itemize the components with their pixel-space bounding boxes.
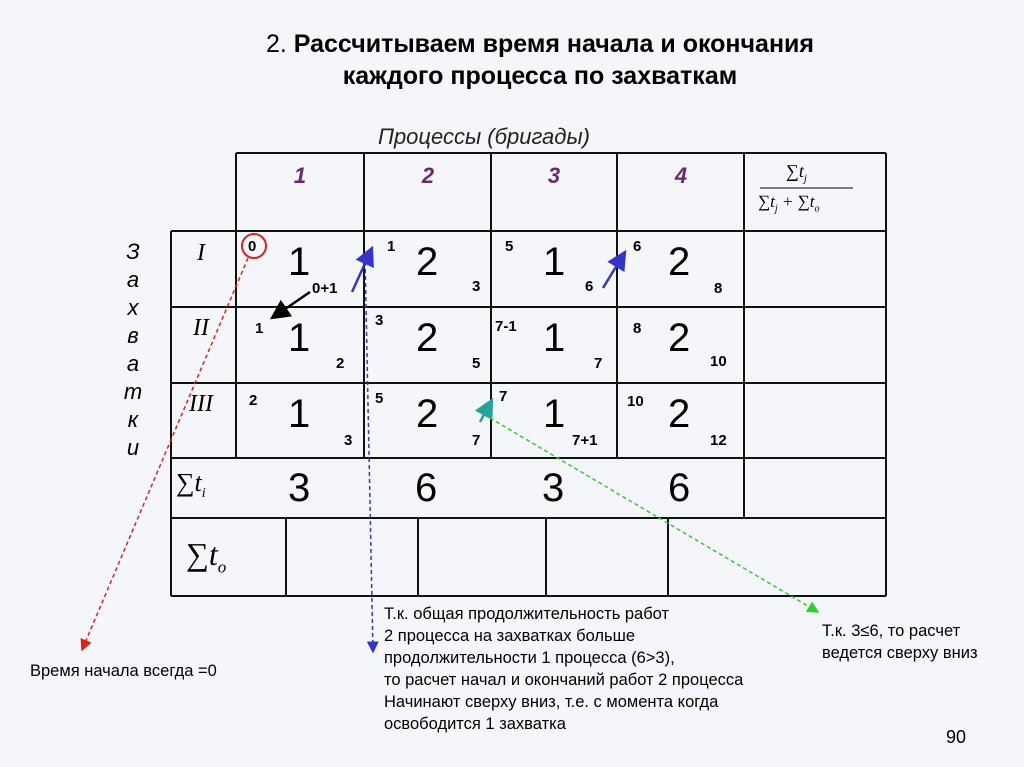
formula-sum-tj: ∑t	[786, 161, 804, 181]
table-caption: Процессы (бригады)	[378, 124, 590, 149]
cell-duration: 2	[668, 392, 691, 436]
cell-start: 7-1	[495, 318, 517, 335]
title-line2: каждого процесса по захваткам	[342, 62, 738, 90]
cell-duration: 2	[668, 240, 691, 284]
cell-duration: 2	[416, 316, 439, 360]
sum-to-symbol: ∑t	[186, 536, 218, 572]
column-header-1: 1	[293, 163, 307, 188]
cell-start: 2	[249, 392, 258, 409]
cell-duration: 1	[288, 392, 311, 436]
cell-duration: 1	[543, 316, 566, 360]
row-caption-letter: т	[123, 379, 143, 404]
sum-ti-value: 6	[668, 466, 691, 510]
row-caption-letter: а	[126, 267, 140, 292]
note-middle-line: Т.к. общая продолжительность работ	[384, 605, 670, 623]
cell-duration: 1	[288, 240, 311, 284]
note-middle-line: 2 процесса на захватках больше	[384, 627, 636, 645]
sum-ti-symbol: ∑t	[176, 468, 202, 497]
row-caption-letter: а	[126, 351, 140, 376]
cell-duration: 1	[543, 392, 566, 436]
cell-duration: 1	[543, 240, 566, 284]
cell-end: 3	[344, 432, 353, 449]
title-number: 2.	[265, 30, 294, 58]
row-caption-letter: в	[127, 323, 139, 348]
formula-numerator	[786, 161, 807, 185]
note-middle-line: освободится 1 захватка	[384, 715, 566, 733]
note-right	[822, 620, 978, 664]
cell-end: 7	[594, 355, 603, 372]
cell-end: 8	[714, 280, 723, 297]
sum-ti-value: 3	[288, 466, 311, 510]
column-header-3: 3	[547, 163, 561, 188]
cell-duration: 2	[668, 316, 691, 360]
cell-end: 5	[472, 355, 481, 372]
column-header-2: 2	[421, 163, 435, 188]
cell-end: 2	[336, 355, 345, 372]
formula-den-b: ∑t	[797, 192, 815, 211]
cell-start: 0	[248, 238, 257, 255]
note-middle-line: то расчет начал и окончаний работ 2 процесса	[384, 671, 744, 689]
row-label-2: II	[193, 315, 209, 341]
title-line1: Рассчитываем время начала и окончания	[293, 30, 815, 58]
cell-end: 3	[472, 278, 481, 295]
page-number: 90	[945, 727, 966, 747]
cell-duration: 2	[416, 392, 439, 436]
cell-end: 12	[710, 432, 727, 449]
cell-start: 10	[627, 393, 644, 410]
cell-duration: 2	[416, 240, 439, 284]
cell-end: 7+1	[572, 432, 598, 449]
note-right-line: Т.к. 3≤6, то расчет	[822, 622, 961, 640]
sum-to-sub: o	[217, 557, 227, 577]
formula-plus: +	[777, 192, 798, 211]
cell-end: 0+1	[312, 280, 338, 297]
row-label-1: I	[197, 240, 205, 266]
cell-start: 7	[499, 388, 508, 405]
cell-duration: 1	[288, 316, 311, 360]
sum-to-label	[186, 536, 226, 577]
formula-denominator: $\sum t_j + \sum t_o$	[758, 192, 820, 215]
row-caption-letter: З	[126, 239, 140, 264]
note-middle-line: продолжительности 1 процесса (6>3),	[384, 649, 675, 667]
note-left: Время начала всегда =0	[30, 662, 217, 680]
row-caption-letter: и	[126, 435, 140, 460]
cell-end: 10	[710, 353, 727, 370]
note-right-line: ведется сверху вниз	[822, 644, 978, 662]
row-caption-letter: к	[127, 407, 139, 432]
cell-start: 6	[633, 238, 642, 255]
cell-start: 8	[633, 320, 642, 337]
cell-end: 7	[472, 432, 481, 449]
cell-start: 5	[505, 238, 514, 255]
sum-ti-value: 3	[542, 466, 565, 510]
formula-den-a: ∑t	[758, 192, 775, 211]
column-header-4: 4	[674, 163, 688, 188]
formula-sub-o: o	[814, 203, 820, 215]
cell-start: 1	[255, 320, 264, 337]
cell-end: 6	[585, 278, 594, 295]
sum-ti-value: 6	[415, 466, 438, 510]
row-label-3: III	[189, 391, 213, 417]
sum-ti-sub: i	[201, 486, 206, 502]
row-caption-letter: х	[127, 295, 139, 320]
formula-sub-j: j	[803, 172, 807, 185]
cell-start: 3	[375, 312, 384, 329]
note-middle-line: Начинают сверху вниз, т.е. с момента когда	[384, 693, 719, 711]
cell-start: 1	[387, 238, 396, 255]
note-middle	[384, 603, 743, 735]
cell-start: 5	[375, 390, 384, 407]
sum-ti-label	[176, 468, 206, 502]
